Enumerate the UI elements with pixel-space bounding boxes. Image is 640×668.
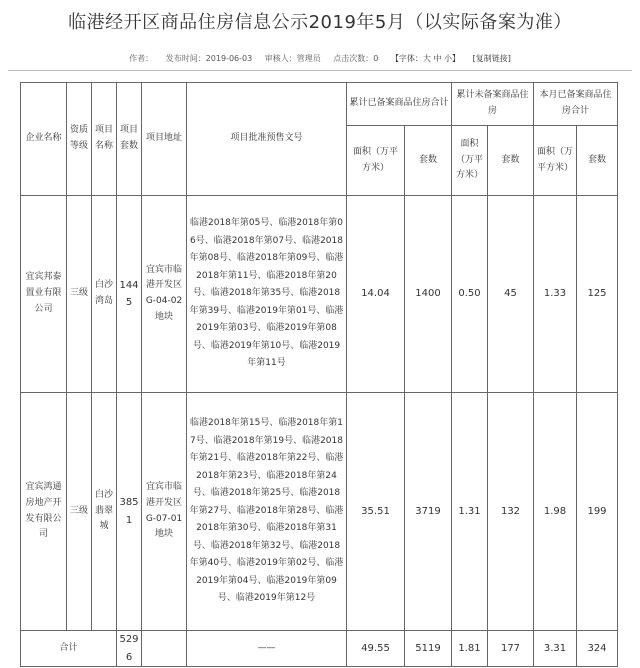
total-approval: ——	[187, 631, 347, 667]
company-name: 宜宾鸿通房地产开发有限公司	[21, 393, 67, 631]
month-units: 199	[577, 393, 618, 631]
table-row	[21, 393, 618, 631]
cum-units: 3719	[405, 393, 452, 631]
cum-units: 1400	[405, 196, 452, 393]
table-row	[21, 196, 618, 393]
total-cum-units: 5119	[405, 631, 452, 667]
meta-author: 作者：	[129, 54, 154, 63]
project-units: 1445	[117, 196, 142, 393]
header-cum-unfiled: 累计未备案商品住房	[452, 83, 534, 126]
meta-published: 发布时间：2019-06-03	[165, 54, 253, 63]
copy-link-button[interactable]: [复制链接]	[472, 54, 511, 63]
total-unfiled-units: 177	[488, 631, 534, 667]
header-cum-area: 面积（万平方米）	[347, 126, 405, 196]
header-grade: 资质等级	[67, 83, 92, 196]
header-address: 项目地址	[142, 83, 187, 196]
total-unfiled-area: 1.81	[452, 631, 488, 667]
project-name: 白沙翡翠城	[92, 393, 117, 631]
total-units: 5296	[117, 631, 142, 667]
total-month-units: 324	[577, 631, 618, 667]
header-month-units: 套数	[577, 126, 618, 196]
project-address: 宜宾市临港开发区G-07-01地块	[142, 393, 187, 631]
unfiled-area: 0.50	[452, 196, 488, 393]
cum-area: 35.51	[347, 393, 405, 631]
unfiled-units: 132	[488, 393, 534, 631]
total-address	[142, 631, 187, 667]
header-divider	[8, 70, 632, 71]
article-meta	[0, 53, 640, 64]
approval-numbers: 临港2018年第15号、临港2018年第17号、临港2018年第19号、临港2018年第21号、临港2018年第22号、临港2018年第23号、临港2018年第24号、临港2018年第25号、临港2018年第27号、临港2018年第28号、临港2018年第30号、临港2018年第31号、临港2018年第32号、临港2018年第40号、临港2019年第02号、临港2019年第04号、临港2019年第09号、临港2019年第12号	[187, 393, 347, 631]
page-title: 临港经开区商品住房信息公示2019年5月（以实际备案为准）	[68, 12, 572, 33]
meta-reviewer: 审核人：管理员	[264, 54, 321, 63]
project-units: 3851	[117, 393, 142, 631]
total-cum-area: 49.55	[347, 631, 405, 667]
header-cum-units: 套数	[405, 126, 452, 196]
meta-clicks: 点击次数：0	[333, 54, 379, 63]
header-unfiled-area: 面积（万平方米）	[452, 126, 488, 196]
total-row	[21, 631, 618, 667]
month-area: 1.98	[534, 393, 577, 631]
header-project-name: 项目名称	[92, 83, 117, 196]
header-company: 企业名称	[21, 83, 67, 196]
header-month-area: 面积（万平方米）	[534, 126, 577, 196]
month-units: 125	[577, 196, 618, 393]
grade: 三级	[67, 196, 92, 393]
project-name: 白沙湾岛	[92, 196, 117, 393]
header-month-filed: 本月已备案商品住房合计	[534, 83, 618, 126]
cum-area: 14.04	[347, 196, 405, 393]
font-size-selector[interactable]: 【字体：大 中 小】	[390, 54, 461, 63]
unfiled-units: 45	[488, 196, 534, 393]
project-address: 宜宾市临港开发区G-04-02地块	[142, 196, 187, 393]
header-cum-filed: 累计已备案商品住房合计	[347, 83, 452, 126]
header-project-units: 项目套数	[117, 83, 142, 196]
header-approval: 项目批准预售文号	[187, 83, 347, 196]
total-label: 合计	[21, 631, 117, 667]
header-unfiled-units: 套数	[488, 126, 534, 196]
grade: 三级	[67, 393, 92, 631]
month-area: 1.33	[534, 196, 577, 393]
approval-numbers: 临港2018年第05号、临港2018年第06号、临港2018年第07号、临港2018年第08号、临港2018年第09号、临港2018年第11号、临港2018年第20号、临港2018年第35号、临港2018年第39号、临港2019年第01号、临港2019年第03号、临港2019年第08号、临港2019年第10号、临港2019年第11号	[187, 196, 347, 393]
housing-info-table	[20, 82, 618, 667]
unfiled-area: 1.31	[452, 393, 488, 631]
total-month-area: 3.31	[534, 631, 577, 667]
company-name: 宜宾邦泰置业有限公司	[21, 196, 67, 393]
